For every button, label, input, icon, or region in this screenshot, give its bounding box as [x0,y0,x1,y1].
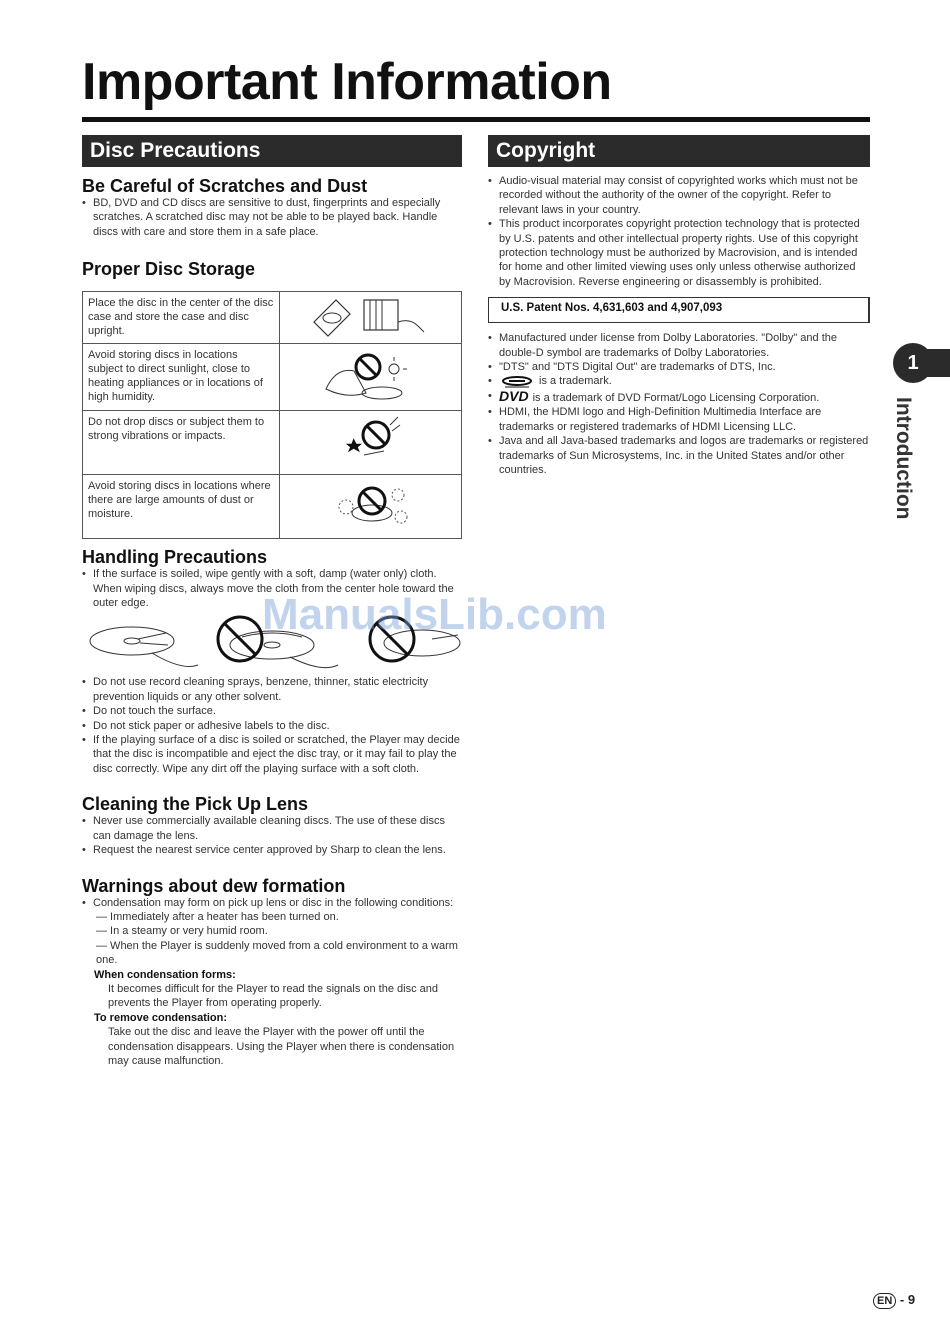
copyright-item: • Manufactured under license from Dolby Laboratories. "Dolby" and the double-D symbol are trademarks of Dolby Laboratories. [488,331,870,360]
bluray-logo-icon [499,375,535,389]
watermark: ManualsLib.com [262,590,607,639]
page-number-text: - 9 [899,1292,916,1307]
page-title: Important Information [82,53,612,111]
dew-heading: Warnings about dew formation [82,875,346,896]
dvd-logo-icon: DVD [499,387,529,404]
storage-row [83,344,462,411]
handling-heading: Handling Precautions [82,547,268,568]
scratches-heading: Be Careful of Scratches and Dust [82,176,368,196]
storage-heading: Proper Disc Storage [82,259,256,280]
title-rule [82,117,870,122]
handling-item: • If the playing surface of a disc is soiled or scratched, the Player may decide that the disc is incompatible and eject the disc tray, or it may fail to play the disc correctly. Wipe any dirt off the playing surface with a soft cloth. [82,733,462,776]
copyright-item: • Java and all Java-based trademarks and logos are trademarks or registered trademarks of Sun Microsystems, Inc. in the United States and/or other countries. [488,434,870,477]
handling-item: • Do not stick paper or adhesive labels to the disc. [82,719,462,733]
handling-item: • Do not touch the surface. [82,704,462,718]
copyright-item: • This product incorporates copyright protection technology that is protected by U.S. patents and other intellectual property rights. Use of this copyright protection technology must be authorized by Macrovision, and is intended for home and other limited viewing uses only unless otherwise authorized by Macrovision. Reverse engineering or disassembly is prohibited. [488,217,870,289]
copyright-item: • HDMI, the HDMI logo and High-Definition Multimedia Interface are trademarks or registered trademarks of HDMI Licensing LLC. [488,405,870,434]
remove-condensation-heading: To remove condensation: [94,1011,228,1024]
dew-condition: — In a steamy or very humid room. [96,925,268,938]
storage-text: Place the disc in the center of the disc case and store the case and disc upright. [83,292,280,344]
patent-box: U.S. Patent Nos. 4,631,603 and 4,907,093 [488,297,870,323]
condensation-forms-heading: When condensation forms: [94,968,236,981]
copyright-item: • "DTS" and "DTS Digital Out" are trademarks of DTS, Inc. [488,360,870,374]
storage-table [82,291,462,539]
chapter-label: Introduction [892,397,915,520]
dew-condition: — When the Player is suddenly moved from a cold environment to a warm one. [96,939,458,967]
lens-item: • Never use commercially available cleaning discs. The use of these discs can damage the lens. [82,814,462,843]
no-dust-moisture-icon [306,477,436,531]
copyright-item: • Audio-visual material may consist of copyrighted works which must not be recorded without the authority of the owner of the copyright. Refer to relevant laws in your country. [488,174,870,217]
no-drop-icon [306,413,436,467]
dew-intro: • Condensation may form on pick up lens or disc in the following conditions: [82,896,462,910]
handling-item: • If the surface is soiled, wipe gently with a soft, damp (water only) cloth. When wiping discs, always move the cloth from the center hole toward the outer edge. [82,567,462,610]
bluray-trademark-text: is a trademark. [539,375,612,388]
storage-row [83,475,462,539]
disc-precautions-header: Disc Precautions [82,135,462,167]
lens-heading: Cleaning the Pick Up Lens [82,794,309,815]
no-sunlight-icon [306,347,436,403]
dvd-trademark-text: is a trademark of DVD Format/Logo Licensing Corporation. [532,391,820,404]
page-number [873,1292,915,1309]
lens-item: • Request the nearest service center approved by Sharp to clean the lens. [82,843,462,857]
copyright-item [488,374,870,388]
disc-case-upright-icon [306,292,436,338]
language-badge: EN [873,1293,896,1309]
condensation-forms-text: It becomes difficult for the Player to read the signals on the disc and prevents the Player from operating properly. [108,982,438,1010]
scratches-text: • BD, DVD and CD discs are sensitive to dust, fingerprints and especially scratches. A scratched disc may not be able to be played back. Handle discs with care and store them in a safe place. [82,196,462,239]
storage-row [83,411,462,475]
storage-text: Avoid storing discs in locations where there are large amounts of dust or moisture. [83,475,280,539]
copyright-header: Copyright [488,135,870,167]
storage-row [83,292,462,344]
handling-item: • Do not use record cleaning sprays, benzene, thinner, static electricity prevention liquids or any other solvent. [82,675,462,704]
remove-condensation-text: Take out the disc and leave the Player with the power off until the condensation disappears. Using the Player when there is condensation may cause malfunction. [108,1026,455,1067]
copyright-column [488,174,870,477]
dew-condition: — Immediately after a heater has been turned on. [96,910,339,923]
storage-text: Avoid storing discs in locations subject to direct sunlight, close to heating appliances or in locations of high humidity. [83,344,280,411]
chapter-number: 1 [893,343,933,383]
chapter-tab [892,343,950,520]
copyright-item [488,389,870,405]
storage-text: Do not drop discs or subject them to strong vibrations or impacts. [83,411,280,475]
